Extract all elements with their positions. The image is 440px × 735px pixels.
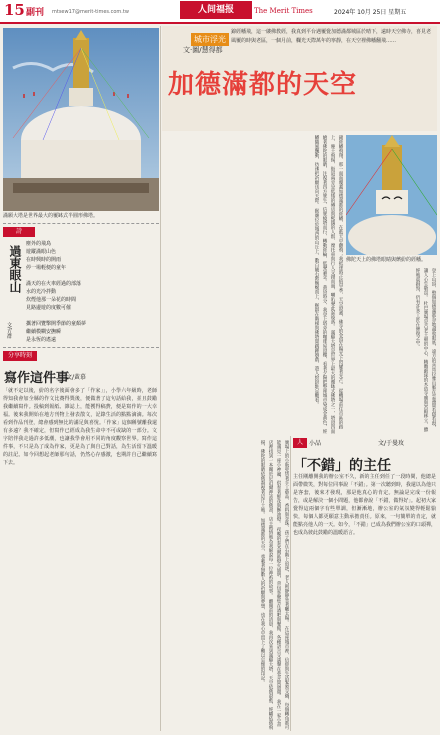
poem-line: 在時興時的開雨 bbox=[26, 257, 62, 263]
divider bbox=[3, 223, 159, 224]
poem-line: 塵外的飛鳥 bbox=[26, 241, 52, 247]
poem-line: 是永恆的遙遠 bbox=[26, 337, 57, 343]
small-essay-author: 文/于曼玫 bbox=[378, 440, 405, 447]
article-paragraph: 離開前的清晨，我再次來到滿願大塔，天空依舊湛藍，經幡依舊飛揚，佛陀的眼睛依舊凝視著這片土地。 bbox=[260, 440, 273, 730]
poem-line bbox=[26, 272, 158, 280]
poem-title: 過東眼山 bbox=[8, 245, 22, 293]
article-paragraph: 加德滿都的天空，承載著無數人的祈願與夢想，也在我心中留下了難以忘懷的印記。 bbox=[260, 517, 265, 685]
essay-title: 寫作這件事 bbox=[4, 371, 70, 386]
photo-caption: 滿願大塔是世界最大的覆缽式半圓形佛塔。 bbox=[3, 213, 99, 219]
small-essay-tag: 人 bbox=[293, 438, 307, 448]
page-number: 15 bbox=[4, 1, 25, 19]
feature-lead: 錦經幡飛，這一縷佛教經，我真到平台遇覆覺加德滿都城區於晴下，遠時天空佛寺，喜見老風覆的時與老區，一個月前，欄光天際萬年的寧靜，在天空裡佛幡翻飛…… bbox=[231, 29, 432, 44]
feature-headline: 加德滿都的天空 bbox=[168, 70, 358, 100]
article-paragraph: 登上山頂，整個加德滿都谷地盡收眼底，遠方的喜馬拉雅山脈在雲霧間若隱若現，讓人心生敬畏。 bbox=[423, 268, 436, 430]
column-rule bbox=[290, 436, 291, 731]
essay-section-tag: 分享時刻 bbox=[3, 351, 37, 361]
article-paragraph: 廣場上的小販兜售著手工藝品、香料與念珠，孩子們在石階上追逐，老人則靜靜坐著曬太陽。 bbox=[284, 440, 289, 625]
article-paragraph: 從機場前往市區的路上，塵土飛揚，街道兩旁是低矮的磚房與熙攘的人群，摩托車與行人交錯而過，喇叭聲此起彼落。 bbox=[330, 135, 343, 429]
issue-date: 2024年 10月 25日 星期五 bbox=[334, 9, 407, 16]
poem-body bbox=[26, 240, 158, 344]
poem-line: 炊煙他那一朵花的時間 bbox=[26, 297, 77, 303]
poem-line: 攜著回覽擊開季節的童顏夢 bbox=[26, 321, 87, 327]
newspaper-logo: 人间福报 bbox=[180, 1, 252, 19]
article-columns-top bbox=[164, 135, 344, 435]
feature-byline: 文·圖/慧得都 bbox=[183, 46, 223, 54]
masthead bbox=[0, 0, 440, 24]
stupa-caption: 佛陀天上的佛塔眼睛與繽紛的經幡。 bbox=[346, 257, 427, 263]
poem-line: 見路邊遊的度數可催 bbox=[26, 305, 72, 311]
contact-email[interactable]: mtsew17@merit-times.com.tw bbox=[52, 9, 129, 15]
article-paragraph: 杜巴廣場是古老王朝的中心，精雕細琢的木造寺廟與宮殿林立，雖經地震損毀，仍有許多工匠在修復之中。 bbox=[415, 268, 428, 432]
article-paragraph: 夜晚的泰米爾區燈火通明，背包客聚集在酒吧與餐館，各種語言交談聲在巷弄間迴盪。 bbox=[276, 526, 281, 698]
stupa-photo bbox=[3, 28, 159, 211]
article-paragraph: 猴廟位於城西的山丘上，數百級石階蜿蜒而上，猴群在階梯與佛塔間跳躍嬉戲，遊人紛紛駐足觀看。 bbox=[314, 208, 319, 407]
small-essay-title: 「不錯」的主任 bbox=[293, 458, 391, 474]
divider bbox=[3, 347, 159, 348]
article-paragraph: 錦經幡飛翔，那一面面覆蓋加德滿都的經幡，在藍天中翻飛；我抵達時正值旱季，天空澄澈，佛寺的金頂在陽光下閃耀著光芒。 bbox=[338, 135, 343, 387]
poem-line: 停一場輕便的童年 bbox=[26, 265, 67, 271]
column-rule bbox=[160, 26, 161, 731]
article-columns-bottom bbox=[164, 440, 290, 730]
poem-line: 水的光冷拌動 bbox=[26, 289, 57, 295]
article-paragraph: 在這座城市裡，信仰與生活緊密交織，每個轉角都可能遇見一座小神龕，供奉著鮮花與酥油燈。 bbox=[276, 440, 289, 730]
small-essay-label: 小品 bbox=[309, 440, 322, 447]
poem-tag: 詩 bbox=[3, 227, 35, 237]
column-banner: 城市浮光 bbox=[191, 33, 229, 46]
poem-line: 繼續模糊安撫瞬 bbox=[26, 329, 62, 335]
essay-body: 「就不定以後，紛的名字後面會多了「作家」」，小學六年級時，老師得知我會加全縣的作文比賽得獎後，便做著了這句話給我，並且鼓勵我繼續寫作。投稿到報紙、雜誌上，能獲得稿費，便是寫作的一大幸福。後來我開始在地方刊物上發表散文，記錄生活的點點滴滴。每次看到作品刊登，總會感到無比的滿足與喜悅。「作家」這個稱號離我還有多遠？我不確定，但寫作已經成為我生命中不可或缺的一部分。文字陪伴我走過許多低潮，也讓我學會用不同的角度觀察世界。寫作這件事，不只是為了成為作家，更是為了與自己對話，為生活留下溫暖的註記。如今回想起老師那句話，仍然心存感激，也期許自己繼續寫下去。 bbox=[3, 388, 157, 466]
article-paragraph: 黃昏時分，我登上塔旁的咖啡屋頂樓，看著夕陽把整座城市染成金黃色，經幡隨風飄動，彷彿把祈願送向天際。 bbox=[314, 135, 327, 434]
article-columns-right bbox=[346, 268, 437, 433]
poem-author: 文/方群 bbox=[6, 322, 12, 339]
small-essay-body: 主任剛離開我的辦公室不久，新的主任到任了一段時間，他總是面帶微笑，對每位同事說「不錯」。第一次聽到時，我還以為他只是客套，後來才發現，那是他真心的肯定。無論是完成一份報告，或是解決一個小問題，他都會說「不錯，做得好」。起初大家覺得這兩個字有些單調，但漸漸地，辦公室的氣氛變得輕鬆愉快，每個人都更願意主動承擔責任。原來，一句簡單的肯定，就能點亮他人的一天。如今，「不錯」已成為我們辦公室的口頭禪，也成為彼此鼓勵的溫暖語言。 bbox=[293, 474, 436, 536]
stupa-eyes-photo bbox=[346, 135, 437, 255]
poem-line bbox=[26, 312, 158, 320]
poem-line: 遊蹤滿眼山色 bbox=[26, 249, 57, 255]
article-paragraph: 我在一家小書店裡找到一本關於尼泊爾神話的舊書，店主熱情地為我解說每一位神祇的故事。 bbox=[268, 440, 281, 727]
newspaper-logo-en: The Merit Times bbox=[254, 7, 313, 15]
essay-author: 文/黃慕 bbox=[66, 374, 87, 381]
article-paragraph: 滿願大塔是世界上最大的覆缽式佛塔之一，塔頂四面繪著佛陀的眼睛，注視著四方眾生，信眾繞塔而行，轉動經輪，低聲誦念。 bbox=[322, 135, 335, 434]
section-label: 副刊 bbox=[26, 8, 45, 18]
poem-line: 滿天的在火車經過的部落 bbox=[26, 281, 82, 287]
